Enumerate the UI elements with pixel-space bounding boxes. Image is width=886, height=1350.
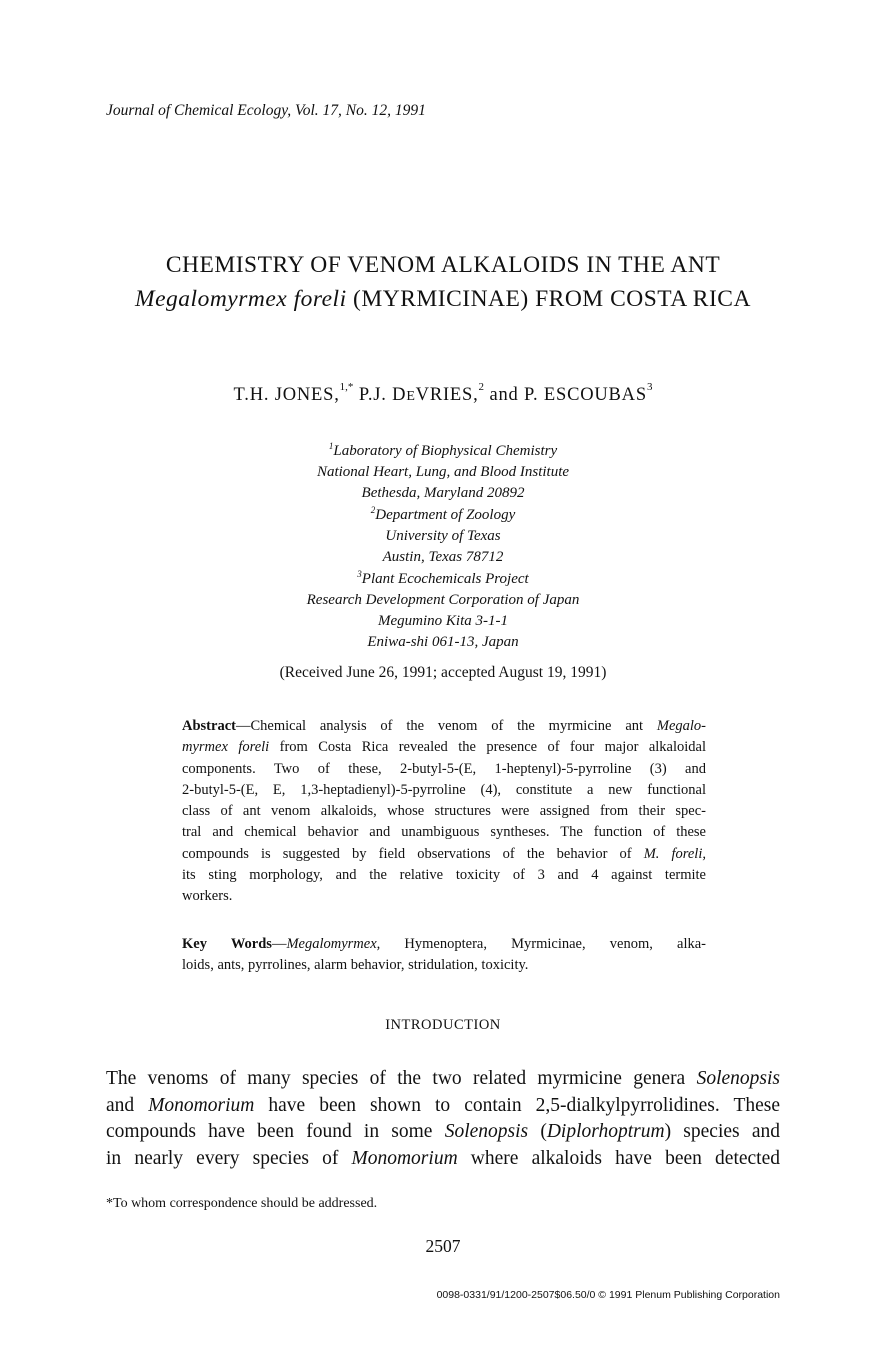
affiliation-2 <box>0 500 886 568</box>
article-title-line-2 <box>0 282 886 316</box>
introduction-paragraph <box>106 1066 780 1172</box>
author-1: T.H. JONES, <box>233 385 340 406</box>
author-2-post: VRIES, <box>415 385 479 406</box>
affiliation-3 <box>0 564 886 653</box>
section-heading-introduction: INTRODUCTION <box>385 1017 501 1033</box>
title-rest: (MYRMICINAE) FROM COSTA RICA <box>346 286 751 312</box>
affiliation-1-line-1: $^1$Laboratory of Biophysical Chemistry <box>328 441 558 459</box>
article-title-line-1: CHEMISTRY OF VENOM ALKALOIDS IN THE ANT <box>165 252 721 278</box>
footnote: *To whom correspondence should be addressed. <box>106 1196 378 1211</box>
affiliation-1-line-2: National Heart, Lung, and Blood Institute <box>316 464 570 480</box>
abstract-line-5: class of ant venom alkaloids, whose structures were assigned from their spec- <box>182 803 706 820</box>
author-3-sup: 3 <box>646 381 653 393</box>
abstract-line-3: components. Two of these, 2-butyl-5-(E, 1-heptenyl)-5-pyrroline (3) and <box>182 760 706 777</box>
abstract <box>182 716 706 908</box>
abstract-line-1: Abstract—Chemical analysis of the venom of the myrmicine ant Megalo- <box>182 718 706 734</box>
affiliation-3-line-4: Eniwa-shi 061-13, Japan <box>367 634 519 650</box>
intro-line-1: The venoms of many species of the two related myrmicine genera Solenopsis <box>106 1068 780 1089</box>
key-words <box>182 934 706 977</box>
intro-line-2: and Monomorium have been shown to contain 2,5-dialkylpyrrolidines. These <box>106 1094 780 1116</box>
journal-citation: Journal of Chemical Ecology, Vol. 17, No. 12, 1991 <box>106 102 426 119</box>
affiliation-3-line-2: Research Development Corporation of Japan <box>306 592 580 608</box>
page-number: 2507 <box>425 1236 461 1256</box>
abstract-line-4: 2-butyl-5-(E, E, 1,3-heptadienyl)-5-pyrroline (4), constitute a new functional <box>182 781 706 798</box>
abstract-line-9: workers. <box>182 888 233 905</box>
author-1-sup: 1,* <box>339 381 354 393</box>
affiliation-2-line-2: University of Texas <box>385 528 501 544</box>
affiliation-3-line-3: Megumino Kita 3-1-1 <box>378 613 508 629</box>
abstract-line-2: myrmex foreli from Costa Rica revealed the presence of four major alkaloidal <box>182 739 706 756</box>
intro-line-4: in nearly every species of Monomorium where alkaloids have been detected <box>106 1147 780 1169</box>
author-2-smallcaps: E <box>406 389 416 405</box>
copyright-line: 0098-0331/91/1200-2507$06.50/0 © 1991 Plenum Publishing Corporation <box>436 1289 780 1301</box>
affiliation-2-line-1: $^2$Department of Zoology <box>370 505 516 523</box>
received-dates: (Received June 26, 1991; accepted August 19, 1991) <box>279 664 607 681</box>
abstract-label: Abstract <box>182 718 236 734</box>
title-species-name: Megalomyrmex foreli <box>135 286 347 312</box>
abstract-line-7: compounds is suggested by field observations of the behavior of M. foreli, <box>182 845 706 862</box>
abstract-line-6: tral and chemical behavior and unambiguous syntheses. The function of these <box>182 824 706 841</box>
affiliation-1 <box>0 436 886 504</box>
author-3: and P. ESCOUBAS <box>484 385 647 406</box>
affiliation-1-sup: 1 <box>328 441 334 451</box>
abstract-line-8: its sting morphology, and the relative toxicity of 3 and 4 against termite <box>182 867 706 884</box>
affiliation-2-line-3: Austin, Texas 78712 <box>382 549 504 565</box>
author-list <box>0 381 886 406</box>
affiliation-2-sup: 2 <box>370 505 376 515</box>
author-2-pre: P.J. D <box>353 385 407 406</box>
affiliation-3-sup: 3 <box>357 569 362 579</box>
affiliation-3-line-1: $^3$Plant Ecochemicals Project <box>357 569 529 587</box>
author-2-sup: 2 <box>478 381 485 393</box>
key-words-line-1: Key Words—Megalomyrmex, Hymenoptera, Myrmicinae, venom, alka- <box>182 936 706 952</box>
key-words-line-2: loids, ants, pyrrolines, alarm behavior, stridulation, toxicity. <box>182 957 529 974</box>
affiliation-1-line-3: Bethesda, Maryland 20892 <box>361 485 525 501</box>
intro-line-3: compounds have been found in some Solenopsis (Diplorhoptrum) species and <box>106 1121 780 1142</box>
key-words-label: Key Words <box>182 936 272 952</box>
